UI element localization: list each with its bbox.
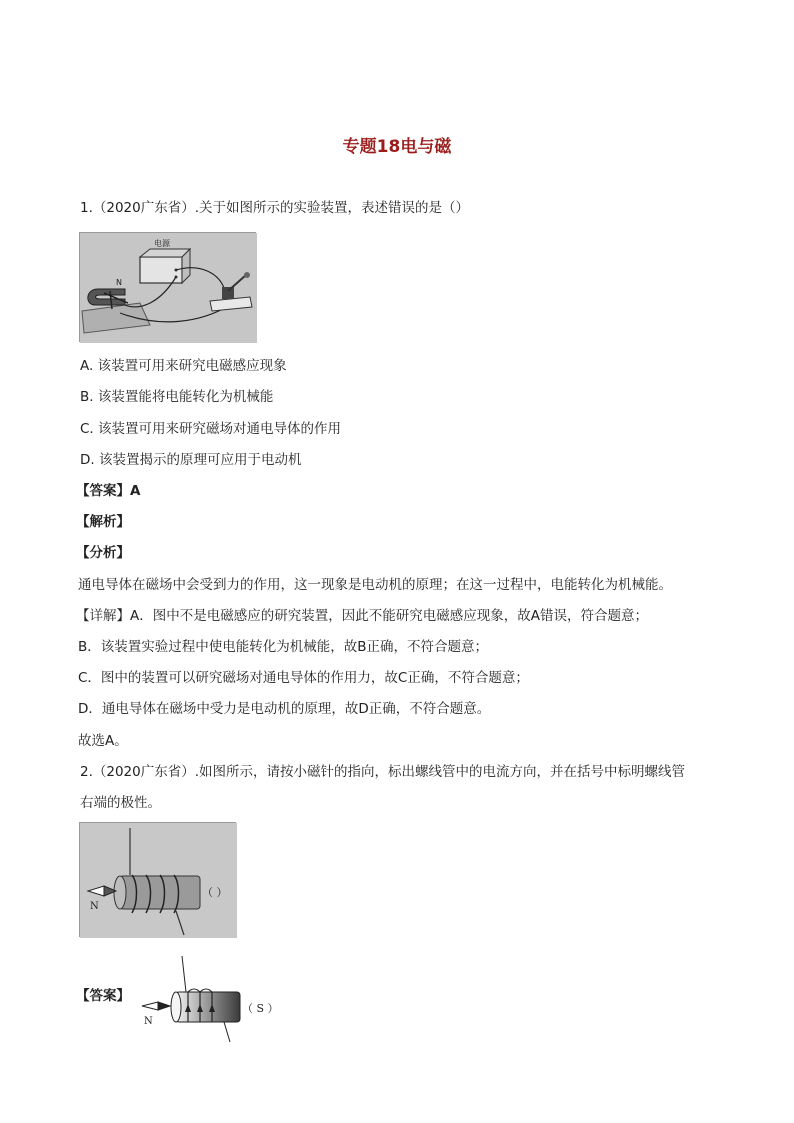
q2-n-label: N	[90, 901, 99, 912]
q2-figure-solenoid	[79, 822, 236, 937]
q1-option-d: D. 该装置揭示的原理可应用于电动机	[80, 452, 302, 468]
q1-option-b: B. 该装置能将电能转化为机械能	[80, 389, 274, 405]
q1-conclusion: 故选A。	[78, 733, 128, 749]
q1-analysis-text: 通电导体在磁场中会受到力的作用，这一现象是电动机的原理；在这一过程中，电能转化为机械能。	[78, 577, 672, 593]
q1-answer: 【答案】A	[76, 483, 141, 499]
q2-stem-line1: 2.（2020广东省）.如图所示，请按小磁针的指向，标出螺线管中的电流方向，并在括号中标明螺线管	[80, 764, 686, 780]
q1-sub-header: 【分析】	[76, 545, 130, 561]
q1-apparatus-drawing	[80, 233, 257, 343]
q2-answer-bracket: （ S ）	[242, 1002, 279, 1015]
q1-detail-d: D．通电导体在磁场中受力是电动机的原理，故D正确，不符合题意。	[78, 701, 491, 717]
q1-analysis-header: 【解析】	[76, 514, 130, 530]
q1-detail-c: C．图中的装置可以研究磁场对通电导体的作用力，故C正确，不符合题意；	[78, 670, 529, 686]
n-pole-label: N	[116, 278, 122, 287]
q1-option-c: C. 该装置可用来研究磁场对通电导体的作用	[80, 421, 342, 437]
q1-option-a: A. 该装置可用来研究电磁感应现象	[80, 358, 287, 374]
q2-bracket: （ ）	[202, 886, 228, 899]
q2-answer-label: 【答案】	[76, 988, 130, 1004]
q2-answer-drawing	[138, 952, 288, 1044]
power-label: 电源	[154, 239, 170, 248]
q1-stem: 1.（2020广东省）.关于如图所示的实验装置，表述错误的是（）	[80, 200, 470, 216]
q1-detail-b: B．该装置实验过程中使电能转化为机械能，故B正确，不符合题意；	[78, 639, 489, 655]
q2-answer-n-label: N	[144, 1016, 153, 1027]
q2-stem-line2: 右端的极性。	[80, 795, 161, 811]
page-title: 专题18电与磁	[342, 137, 452, 157]
q2-answer-figure	[138, 952, 288, 1044]
q2-solenoid-drawing	[80, 823, 237, 938]
q1-figure-motor-apparatus	[79, 232, 256, 342]
q1-detail-a: 【详解】A．图中不是电磁感应的研究装置，因此不能研究电磁感应现象，故A错误，符合题意；	[76, 608, 648, 624]
